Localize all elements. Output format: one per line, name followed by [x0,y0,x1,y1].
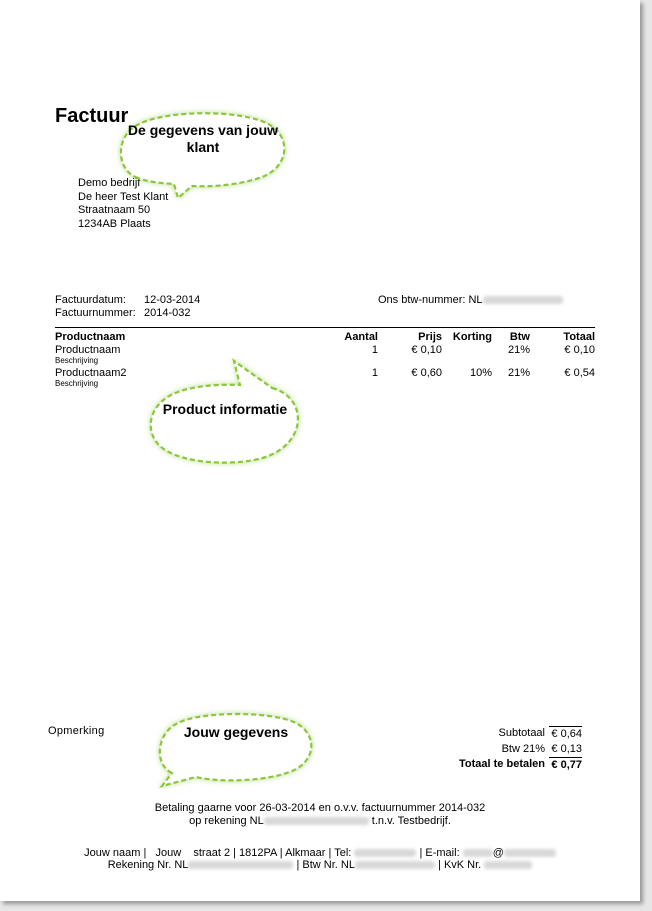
row-total: € 0,54 [564,367,595,379]
client-company: Demo bedrijf [78,177,141,189]
footer-line-2 [0,859,640,871]
table-row-description [55,379,595,390]
row-price: € 0,60 [411,367,442,379]
client-contact: De heer Test Klant [78,190,169,203]
redacted-email-user [463,849,493,857]
footer-kvk-label: | KvK Nr. [438,859,482,871]
callout-product-text: Product informatie [162,401,288,417]
vat-prefix: NL [468,294,483,306]
totals-block [459,726,582,773]
row-total: € 0,10 [564,344,595,356]
grand-total-row [459,757,582,773]
redacted-footer-vat [355,861,435,869]
invoice-title: Factuur [55,105,129,127]
row-discount: 10% [469,367,492,379]
callout-client-text: De gegevens van jouw klant [127,122,279,155]
payment-line-2 [0,815,640,828]
header-vat: Btw [509,330,530,343]
header-total: Totaal [563,330,595,343]
client-city: 1234AB Plaats [78,217,151,230]
subtotal-label: Subtotaal [498,727,545,739]
header-price: Prijs [418,330,442,343]
table-row [55,344,595,356]
row-price: € 0,10 [411,344,442,356]
subtotal-row [459,726,582,742]
row-vat: 21% [507,367,530,379]
header-qty: Aantal [344,330,378,343]
header-product: Productnaam [55,330,126,343]
remark-label: Opmerking [48,725,105,737]
date-value: 12-03-2014 [144,294,201,306]
vat-total-value: € 0,13 [551,743,582,755]
company-footer [0,847,640,871]
redacted-vat [483,296,563,304]
redacted-account [264,817,369,825]
footer-bank-label: Rekening Nr. NL [107,859,189,871]
redacted-phone [354,849,416,857]
table-header-row [55,329,595,344]
table-row [55,367,595,379]
footer-vat-label: | Btw Nr. NL [296,859,355,871]
row-qty: 1 [371,344,378,356]
footer-email-label: | E-mail: [419,847,460,859]
row-discount [442,344,492,356]
invoice-meta [55,294,200,320]
subtotal-value: € 0,64 [549,726,582,742]
row-name: Productnaam [55,344,121,356]
payment-note [0,802,640,828]
callout-client [112,105,294,203]
row-qty: 1 [371,367,378,379]
vat-label: Ons btw-nummer: [378,294,466,306]
row-name: Productnaam2 [55,367,127,379]
client-street: Straatnaam 50 [78,204,151,216]
number-label: Factuurnummer: [55,307,136,319]
row-description: Beschrijving [55,356,99,365]
number-value: 2014-032 [144,307,191,319]
redacted-bank [188,861,293,869]
table-rule [55,327,595,328]
grand-total-value: € 0,77 [549,757,582,773]
row-vat: 21% [507,344,530,356]
footer-email-at: @ [492,847,504,859]
redacted-kvk [484,861,532,869]
speech-bubble-icon [152,707,320,789]
footer-address: Jouw naam | Jouw straat 2 | 1812PA | Alkmaar | Tel: [84,847,352,859]
vat-row [459,742,582,757]
callout-own [152,707,320,789]
payment-account-holder: t.n.v. Testbedrijf. [371,815,451,827]
callout-own-text: Jouw gegevens [183,724,289,740]
row-description: Beschrijving [55,379,99,388]
header-discount: Korting [452,330,492,343]
vat-number [378,294,563,306]
vat-total-label: Btw 21% [501,743,545,755]
date-label: Factuurdatum: [55,294,126,306]
payment-line-1: Betaling gaarne voor 26-03-2014 en o.v.v. factuurnummer 2014-032 [154,802,486,814]
callout-product [142,358,308,468]
table-row-description [55,356,595,367]
redacted-email-domain [504,849,556,857]
product-table [55,329,595,390]
footer-line-1 [0,847,640,859]
grand-total-label: Totaal te betalen [459,758,545,770]
payment-account-prefix: op rekening NL [189,815,264,827]
